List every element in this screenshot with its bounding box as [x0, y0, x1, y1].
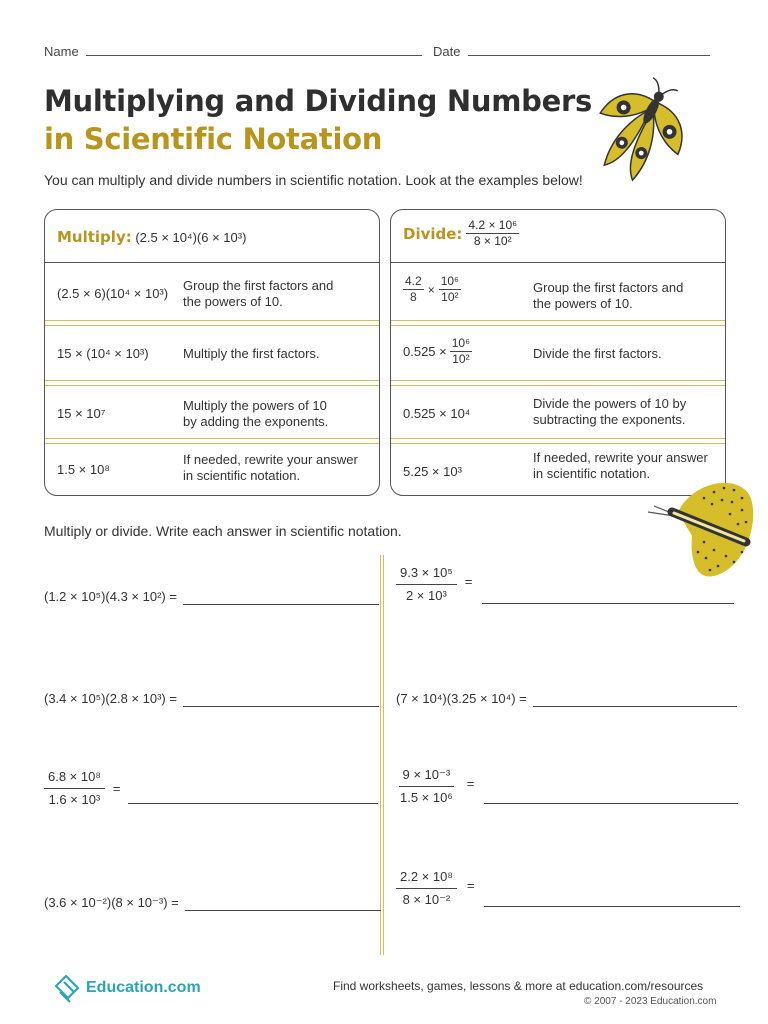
- divide-step-1-fraction-a: [403, 274, 424, 305]
- problem-7-denominator: 1.5 × 10⁶: [400, 790, 453, 805]
- problem-4-expression: (3.6 × 10⁻²)(8 × 10⁻³) =: [44, 894, 179, 910]
- divide-step-3-note2: subtracting the exponents.: [533, 412, 686, 427]
- problem-6-expression: (7 × 10⁴)(3.25 × 10⁴) =: [396, 691, 527, 706]
- multiply-step-4: [45, 444, 379, 494]
- multiply-step-3-expr: 15 × 10⁷: [57, 406, 106, 421]
- equals-sign: =: [112, 781, 121, 796]
- multiply-step-4-note2: in scientific notation.: [183, 468, 301, 483]
- multiply-step-1: [45, 264, 379, 320]
- problem-7-fraction: [396, 766, 457, 807]
- education-brand-name: Education.com: [86, 979, 201, 996]
- problem-8-denominator: 8 × 10⁻²: [402, 892, 451, 907]
- problem-5-denominator: 2 × 10³: [405, 588, 447, 603]
- problem-7-numerator: 9 × 10⁻³: [399, 766, 455, 787]
- problem-5-answer-line[interactable]: [482, 565, 734, 604]
- multiply-step-2-expr: 15 × (10⁴ × 10³): [57, 346, 149, 361]
- name-field[interactable]: [44, 44, 422, 59]
- multiply-step-1-expr: (2.5 × 6)(10⁴ × 10³): [57, 286, 169, 301]
- divide-heading: Divide:: [403, 224, 463, 243]
- fraction-numerator: 10⁶: [451, 336, 471, 350]
- divide-example-fraction: [466, 218, 519, 249]
- multiply-box-header: [45, 210, 379, 263]
- name-line[interactable]: [86, 55, 422, 56]
- fraction-denominator: 8: [410, 290, 417, 304]
- problem-6-answer-line[interactable]: [533, 690, 737, 707]
- divide-example-numerator: 4.2 × 10⁶: [468, 218, 518, 232]
- problem-5-numerator: 9.3 × 10⁵: [396, 564, 457, 585]
- instructions-text: Multiply or divide. Write each answer in scientific notation.: [44, 523, 402, 539]
- problem-8: [396, 868, 740, 909]
- education-logo-icon: [52, 972, 84, 1004]
- problem-4: [44, 894, 381, 911]
- multiply-step-3-note2: by adding the exponents.: [183, 414, 329, 429]
- education-logo[interactable]: [52, 972, 201, 1004]
- divide-step-3-note1: Divide the powers of 10 by: [533, 396, 687, 411]
- fraction-denominator: 10²: [441, 290, 459, 304]
- problem-2: [44, 690, 379, 707]
- multiply-step-2-note1: Multiply the first factors.: [183, 346, 320, 361]
- multiply-step-3: [45, 386, 379, 438]
- multiply-heading: Multiply:: [57, 228, 132, 246]
- divide-step-4-expr: 5.25 × 10³: [403, 464, 462, 479]
- equals-sign: =: [464, 574, 473, 589]
- multiply-example: (2.5 × 10⁴)(6 × 10³): [135, 230, 247, 245]
- problem-5-fraction: [396, 564, 457, 605]
- problem-3-numerator: 6.8 × 10⁸: [44, 768, 105, 789]
- problem-1-answer-line[interactable]: [183, 588, 379, 605]
- divide-box-header: [391, 210, 725, 263]
- multiply-step-4-note1: If needed, rewrite your answer: [183, 452, 358, 467]
- problem-8-answer-line[interactable]: [484, 870, 740, 907]
- date-label: Date: [433, 44, 461, 59]
- page-title-line2: in Scientific Notation: [44, 122, 383, 156]
- problem-8-fraction: [396, 868, 457, 909]
- divide-step-3-expr: 0.525 × 10⁴: [403, 406, 471, 421]
- divide-step-1: [391, 264, 725, 320]
- multiply-step-4-expr: 1.5 × 10⁸: [57, 462, 110, 477]
- problem-8-numerator: 2.2 × 10⁸: [396, 868, 457, 889]
- multiply-example-box: [44, 209, 380, 496]
- multiply-step-1-note1: Group the first factors and: [183, 278, 334, 293]
- name-label: Name: [44, 44, 79, 59]
- divide-step-3: [391, 386, 725, 438]
- fraction-numerator: 10⁶: [440, 274, 459, 288]
- divide-step-4-note1: If needed, rewrite your answer: [533, 450, 708, 465]
- page-title-line1: Multiplying and Dividing Numbers: [44, 84, 592, 118]
- problem-6: [396, 690, 737, 707]
- problem-3-answer-line[interactable]: [128, 773, 378, 804]
- multiply-step-2: [45, 326, 379, 380]
- footer-copyright: © 2007 - 2023 Education.com: [584, 996, 717, 1007]
- problem-3-fraction: [44, 768, 105, 809]
- multiply-step-1-note2: the powers of 10.: [183, 294, 283, 309]
- problem-7: [396, 766, 738, 807]
- divide-step-2-prefix: 0.525 ×: [403, 344, 447, 359]
- divide-example-denominator: 8 × 10²: [473, 234, 512, 248]
- divide-step-1-note1: Group the first factors and: [533, 280, 684, 295]
- divide-step-2: [391, 326, 725, 380]
- problem-5: [396, 564, 734, 605]
- multiply-step-3-note1: Multiply the powers of 10: [183, 398, 327, 413]
- divide-example-box: [390, 209, 726, 496]
- problem-2-expression: (3.4 × 10⁵)(2.8 × 10³) =: [44, 691, 177, 706]
- fraction-denominator: 10²: [452, 352, 470, 366]
- problem-1: [44, 588, 379, 605]
- date-line[interactable]: [468, 55, 710, 56]
- fraction-numerator: 4.2: [405, 274, 422, 288]
- equals-sign: =: [466, 776, 475, 791]
- problem-3-denominator: 1.6 × 10³: [48, 792, 101, 807]
- problem-2-answer-line[interactable]: [183, 690, 379, 707]
- problem-7-answer-line[interactable]: [484, 769, 738, 804]
- times-sign: ×: [427, 282, 435, 297]
- date-field[interactable]: [433, 44, 710, 59]
- divide-step-1-note2: the powers of 10.: [533, 296, 633, 311]
- divide-step-4-note2: in scientific notation.: [533, 466, 651, 481]
- moth-illustration-top: [584, 76, 696, 188]
- problem-1-expression: (1.2 × 10⁵)(4.3 × 10²) =: [44, 589, 177, 604]
- divide-step-2-note1: Divide the first factors.: [533, 346, 662, 361]
- problem-3: [44, 768, 378, 809]
- problem-4-answer-line[interactable]: [185, 894, 381, 911]
- footer-tagline: Find worksheets, games, lessons & more at education.com/resources: [333, 979, 704, 993]
- intro-text: You can multiply and divide numbers in scientific notation. Look at the examples below!: [44, 172, 583, 188]
- divide-step-2-fraction: [450, 336, 472, 367]
- equals-sign: =: [466, 878, 475, 893]
- divide-step-1-fraction-b: [439, 274, 461, 305]
